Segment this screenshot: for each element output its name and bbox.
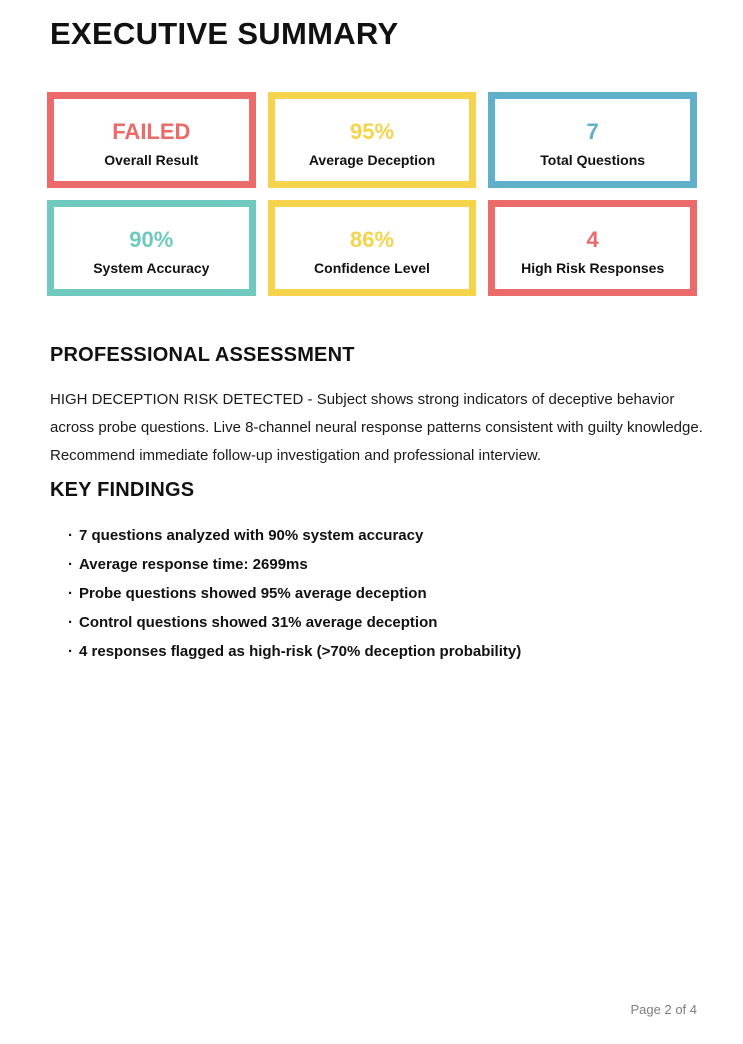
stat-value: 7 <box>586 119 599 144</box>
key-findings-list <box>50 527 705 661</box>
finding-text: 4 responses flagged as high-risk (>70% deception probability) <box>79 643 522 660</box>
stat-card-confidence-level <box>268 200 477 296</box>
bullet-marker: · <box>68 643 73 660</box>
stat-value: 90% <box>129 227 174 252</box>
stat-card-system-accuracy <box>47 200 256 296</box>
stat-label: High Risk Responses <box>521 260 665 276</box>
stat-cards-grid <box>47 92 697 296</box>
stat-value: FAILED <box>112 119 191 144</box>
stat-value: 95% <box>349 119 395 144</box>
bullet-marker: · <box>68 614 73 631</box>
key-findings-section <box>50 479 705 672</box>
finding-text: Average response time: 2699ms <box>79 556 308 573</box>
stat-label: Total Questions <box>540 152 646 168</box>
stat-value: 4 <box>586 227 599 252</box>
stat-label: Overall Result <box>104 152 199 168</box>
page-title: EXECUTIVE SUMMARY <box>50 16 399 51</box>
bullet-marker: · <box>68 556 73 573</box>
key-findings-heading: KEY FINDINGS <box>50 479 195 501</box>
stat-label: Confidence Level <box>314 260 430 276</box>
page-number: Page 2 of 4 <box>630 1002 697 1017</box>
stat-card-overall-result <box>47 92 256 188</box>
stat-card-average-deception <box>268 92 477 188</box>
stat-label: Average Deception <box>308 152 436 168</box>
stat-card-total-questions <box>488 92 697 188</box>
bullet-marker: · <box>68 527 73 544</box>
finding-text: Control questions showed 31% average deception <box>79 614 438 631</box>
finding-text: Probe questions showed 95% average deception <box>79 585 427 602</box>
finding-item <box>68 643 705 661</box>
assessment-body-text: HIGH DECEPTION RISK DETECTED - Subject shows strong indicators of deceptive behavior across probe questions. Live 8-channel neural response patterns consistent with guilty knowledge. Recommend immediate follow-up investigation and professional interview. <box>50 391 703 464</box>
finding-item <box>68 585 705 603</box>
assessment-heading: PROFESSIONAL ASSESSMENT <box>50 344 355 366</box>
finding-text: 7 questions analyzed with 90% system accuracy <box>79 527 424 544</box>
stat-label: System Accuracy <box>93 260 210 276</box>
stat-card-high-risk-responses <box>488 200 697 296</box>
bullet-marker: · <box>68 585 73 602</box>
professional-assessment-section <box>50 344 705 485</box>
stat-value: 86% <box>349 227 395 252</box>
finding-item <box>68 556 705 574</box>
finding-item <box>68 527 705 545</box>
finding-item <box>68 614 705 632</box>
